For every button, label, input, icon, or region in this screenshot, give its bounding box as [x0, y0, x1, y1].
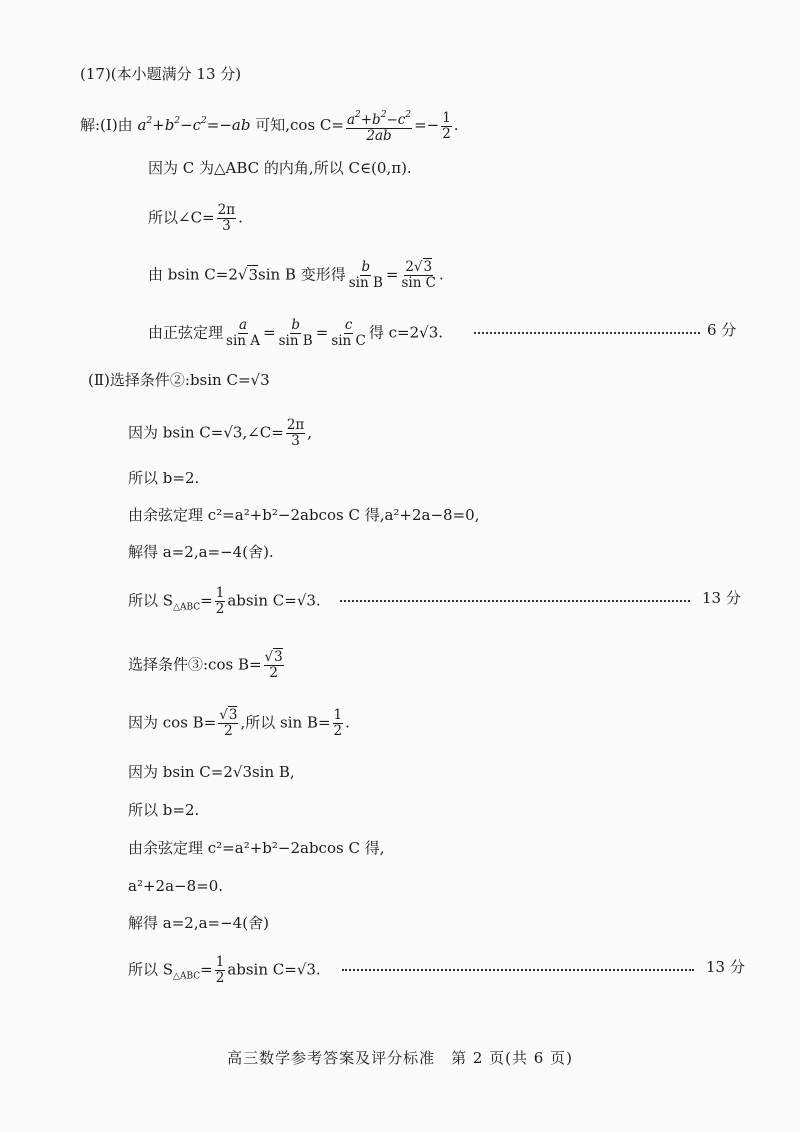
part1-line1: 解:(Ⅰ)由 $a^2+b^2-c^2=-ab$ 可知,cos C= $\frac{a^2+b^2-c^2}{2ab}$ =− $\frac{1}{2}$ .	[80, 109, 459, 144]
cond2-area-text: absin C=√3.	[227, 591, 321, 610]
page-footer: 高三数学参考答案及评分标准 第 2 页(共 6 页)	[227, 1049, 573, 1067]
part1-reason: 因为 C 为△ABC 的内角,所以 C∈(0,π).	[148, 159, 412, 177]
cond3-title: 选择条件③:cos B= $\frac{√3}{2}$	[128, 649, 283, 681]
part1-angle: 所以∠C= $\frac{2\pi}{3}$ .	[148, 202, 243, 234]
part1-known: 可知,cos C=	[255, 116, 344, 134]
cond3-because-text: 因为 cos B=	[128, 713, 217, 732]
cond3-eq: a²+2a−8=0.	[128, 877, 224, 895]
cond2-because: 因为 bsin C=√3,∠C= $\frac{2\pi}{3}$ ,	[128, 417, 313, 449]
part1-intro: 解:(Ⅰ)由	[80, 116, 133, 134]
cond2-title: (Ⅱ)选择条件②:bsin C=√3	[88, 371, 270, 389]
score-leader	[342, 969, 694, 971]
part1-law-prefix: 由正弦定理	[148, 323, 224, 342]
part1-score: 6 分	[707, 321, 737, 339]
cond2-b: 所以 b=2.	[128, 469, 200, 487]
cond3-solve: 解得 a=2,a=−4(舍)	[128, 914, 269, 932]
part1-law: 由正弦定理 $\frac{a}{\text{sin A}}$ = $\frac{b}{\text{sin B}}$ = $\frac{c}{\text{sin C}}$ 得 c=2√3.	[148, 317, 444, 349]
cond3-cosine: 由余弦定理 c²=a²+b²−2abcos C 得,	[128, 839, 385, 857]
cond3-because: 因为 cos B= $\frac{√3}{2}$ ,所以 sin B= $\frac{1}{2}$ .	[128, 707, 350, 739]
cond2-score: 13 分	[702, 589, 741, 607]
cond2-area: 所以 $S_{\triangle ABC}=$ $\frac{1}{2}$ absin C=√3.	[128, 585, 321, 617]
part1-transform: 由 bsin C=2√3sin B 变形得 $\frac{b}{\text{sin B}}$ = $\frac{2√3}{\text{sin C}}$ .	[148, 259, 444, 291]
score-leader	[340, 600, 690, 602]
cond3-area-text: absin C=√3.	[227, 960, 321, 979]
cond3-sinb-text: ,所以 sin B=	[240, 713, 331, 732]
score-leader	[474, 332, 700, 334]
cond2-because-text: 因为 bsin C=√3,∠C=	[128, 423, 284, 442]
part1-law-result: 得 c=2√3.	[368, 323, 444, 342]
cond3-title-text: 选择条件③:cos B=	[128, 655, 262, 674]
cond3-score: 13 分	[706, 958, 745, 976]
part1-transform-mid: sin B 变形得	[258, 265, 346, 284]
cond2-cosine: 由余弦定理 c²=a²+b²−2abcos C 得,a²+2a−8=0,	[128, 506, 480, 524]
cond3-given: 因为 bsin C=2√3sin B,	[128, 763, 295, 781]
cond3-area: 所以 $S_{\triangle ABC}=$ $\frac{1}{2}$ absin C=√3.	[128, 954, 321, 986]
problem-title: (17)(本小题满分 13 分)	[80, 65, 242, 83]
cond2-solve: 解得 a=2,a=−4(舍).	[128, 543, 274, 561]
part1-transform-prefix: 由 bsin C=2	[148, 265, 238, 284]
cond3-b: 所以 b=2.	[128, 801, 200, 819]
part1-angle-prefix: 所以∠C=	[148, 208, 215, 227]
